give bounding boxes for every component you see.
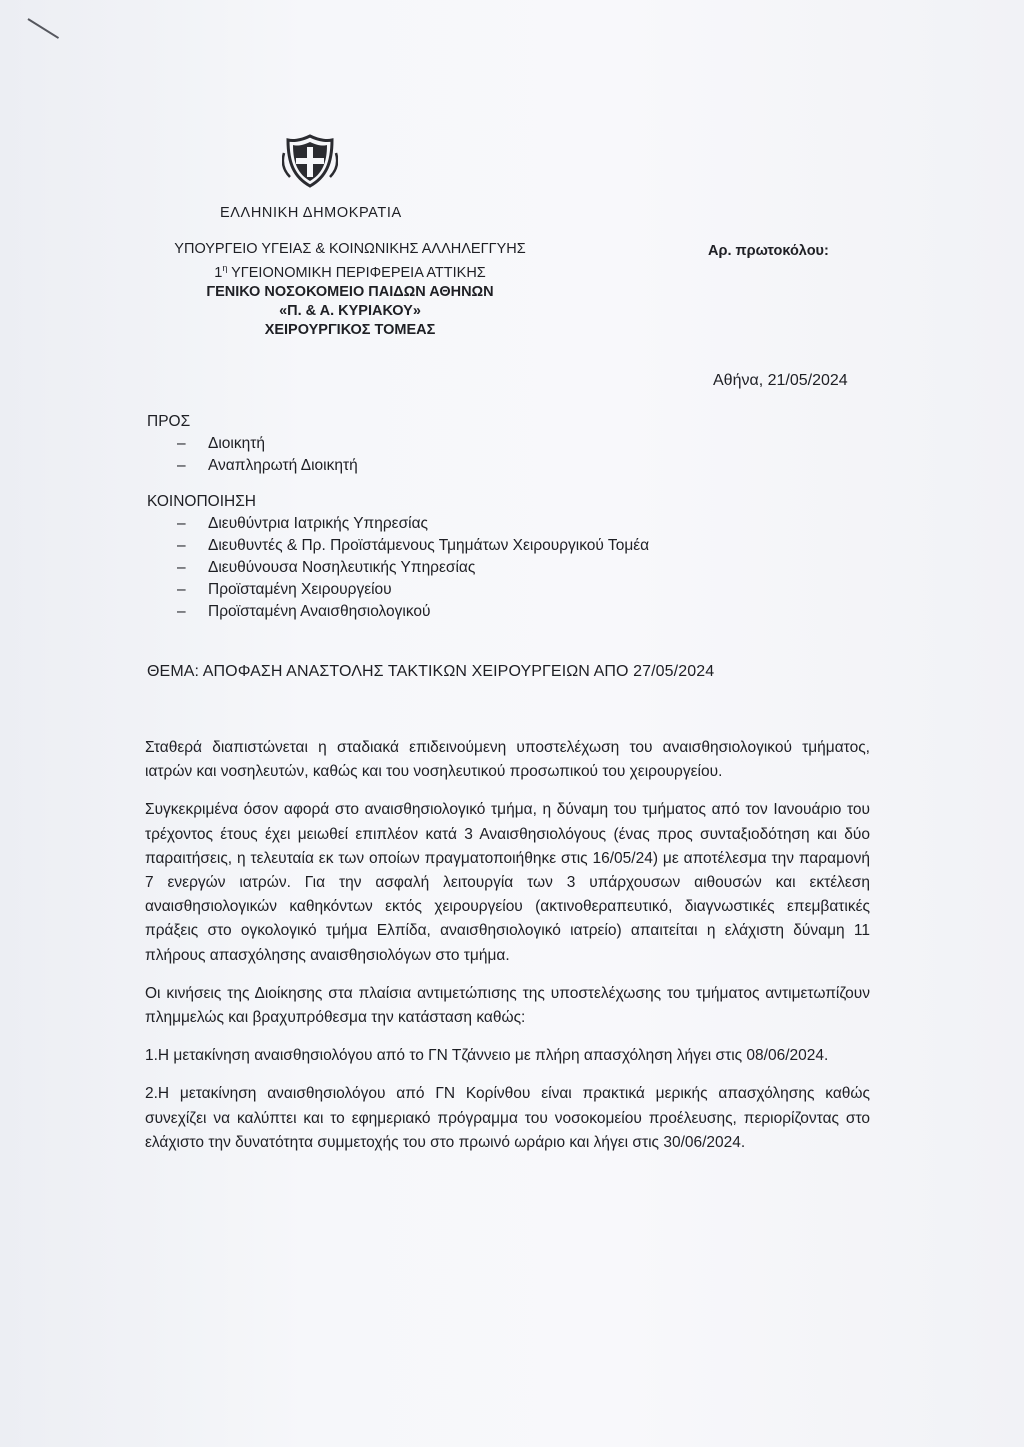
issuer-block (140, 240, 560, 340)
list-item: – Διευθύντρια Ιατρικής Υπηρεσίας (177, 515, 429, 532)
list-item: – Διοικητή (177, 435, 265, 452)
department-name: ΧΕΙΡΟΥΡΓΙΚΟΣ ΤΟΜΕΑΣ (264, 321, 436, 338)
list-item: – Προϊσταμένη Χειρουργείου (177, 581, 392, 598)
list-item: – Διευθυντές & Πρ. Προϊστάμενους Τμημάτων Χειρουργικού Τομέα (177, 537, 650, 554)
to-list (147, 433, 649, 477)
document-date: Αθήνα, 21/05/2024 (713, 372, 848, 389)
letter-body (145, 736, 870, 1169)
greek-coat-of-arms-icon (282, 133, 338, 189)
body-paragraph: 1.Η μετακίνηση αναισθησιολόγου από το ΓΝ Τζάννειο με πλήρη απασχόληση λήγει στις 08/06/2024. (145, 1047, 829, 1065)
body-paragraph: 2.Η μετακίνηση αναισθησιολόγου από ΓΝ Κορίνθου είναι πρακτικά μερικής απασχόλησης καθώς συνεχίζει να καλύπτει και το εφημεριακό πρόγραμμα του νοσοκομείου προέλευσης, περιορίζοντας στο ελάχιστο την δυνατότητα συμμετοχής του στο πρωινό ωράριο και λήγει στις 30/06/2024. (145, 1085, 870, 1151)
cc-list (147, 513, 649, 623)
country-name: ΕΛΛΗΝΙΚΗ ΔΗΜΟΚΡΑΤΙΑ (220, 205, 402, 221)
health-region: $1^\eta$ ΥΓΕΙΟΝΟΜΙΚΗ ΠΕΡΙΦΕΡΕΙΑ ΑΤΤΙΚΗΣ (214, 263, 486, 281)
hospital-name: ΓΕΝΙΚΟ ΝΟΣΟΚΟΜΕΙΟ ΠΑΙΔΩΝ ΑΘΗΝΩΝ (206, 283, 494, 300)
list-item: – Προϊσταμένη Αναισθησιολογικού (177, 603, 431, 620)
subject-line: ΘΕΜΑ: ΑΠΟΦΑΣΗ ΑΝΑΣΤΟΛΗΣ ΤΑΚΤΙΚΩΝ ΧΕΙΡΟΥΡΓΕΙΩΝ ΑΠΟ 27/05/2024 (147, 663, 715, 680)
body-paragraph: Σταθερά διαπιστώνεται η σταδιακά επιδεινούμενη υποστελέχωση του αναισθησιολογικού τμήματος, ιατρών και νοσηλευτών, καθώς και του νοσηλευτικού προσωπικού του χειρουργείου. (145, 739, 870, 781)
body-paragraph: Οι κινήσεις της Διοίκησης στα πλαίσια αντιμετώπισης της υποστελέχωσης του τμήματος αντιμετωπίζουν πλημμελώς και βραχυπρόθεσμα την κατάσταση καθώς: (145, 984, 870, 1027)
to-label: ΠΡΟΣ (147, 413, 191, 430)
list-item: – Διευθύνουσα Νοσηλευτικής Υπηρεσίας (177, 559, 476, 576)
protocol-number-label: Αρ. πρωτοκόλου: (708, 243, 829, 259)
hospital-subtitle: «Π. & Α. ΚΥΡΙΑΚΟΥ» (279, 302, 421, 319)
pen-mark (27, 18, 59, 39)
cc-label: ΚΟΙΝΟΠΟΙΗΣΗ (147, 493, 256, 510)
recipients-block (147, 411, 649, 637)
list-item: – Αναπληρωτή Διοικητή (177, 457, 358, 474)
body-paragraph: Συγκεκριμένα όσον αφορά στο αναισθησιολογικό τμήμα, η δύναμη του τμήματος από τον Ιανουάριο του τρέχοντος έτους έχει μειωθεί επιπλέον κατά 3 Αναισθησιολόγους (ένας προς συνταξιοδότηση και δύο παραιτήσεις, η τελευταία εκ των οποίων πραγματοποιήθηκε στις 16/05/24) με αποτέλεσμα την παραμονή 7 ενεργών ιατρών. Για την ασφαλή λειτουργία των 3 υπάρχουσων αιθουσών και εκτέλεση αναισθησιολογικών καθηκόντων εκτός χειρουργείου (ακτινοθεραπευτικό, διαγνωστικές επεμβατικές πράξεις στο ογκολογικό τμήμα Ελπίδα, αναισθησιολογικό ιατρείο) απαιτείται η ελάχιστη δύναμη 11 πλήρους απασχόλησης αναισθησιολόγων στο τμήμα. (145, 801, 870, 964)
ministry-name: ΥΠΟΥΡΓΕΙΟ ΥΓΕΙΑΣ & ΚΟΙΝΩΝΙΚΗΣ ΑΛΛΗΛΕΓΓΥΗΣ (174, 241, 526, 257)
